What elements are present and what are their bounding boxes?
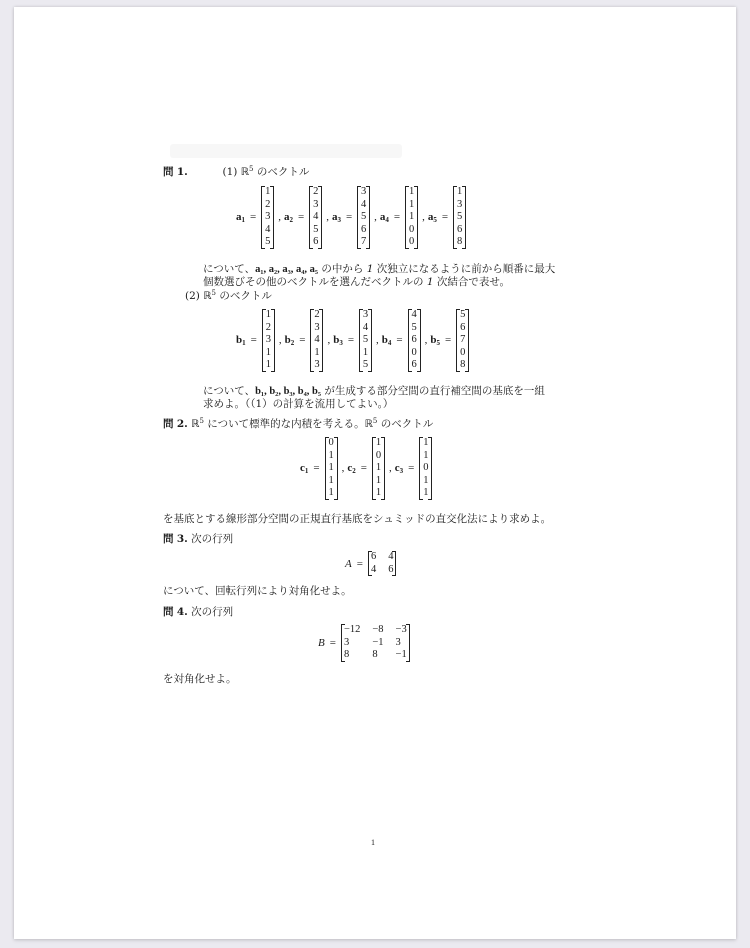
column-vector-b3 bbox=[359, 309, 372, 372]
vector-entries bbox=[312, 186, 319, 249]
vector-name-b4: $b_4$ bbox=[381, 334, 392, 348]
vector-entries bbox=[360, 186, 367, 249]
vector-entries bbox=[362, 309, 369, 372]
vector-entry: 0 bbox=[460, 346, 466, 358]
vector-entry: 1 bbox=[328, 462, 334, 474]
vector-entry: 0 bbox=[328, 437, 334, 448]
text-fragment: 1 bbox=[426, 276, 434, 288]
vector-subscript: 4 bbox=[385, 216, 389, 225]
comma: , bbox=[278, 211, 281, 224]
q4-heading bbox=[163, 606, 233, 619]
vector-subscript: 3 bbox=[337, 216, 341, 225]
vector-entry: 6 bbox=[460, 321, 466, 333]
r5-superscript: 5 bbox=[199, 417, 204, 425]
vector-name-a2: $a_2$ bbox=[283, 211, 293, 225]
vector-entry: 1 bbox=[409, 186, 415, 197]
column-vector-a3 bbox=[357, 186, 370, 249]
vector-entry: 5 bbox=[265, 236, 271, 248]
matrix-entry: −1 bbox=[372, 636, 384, 648]
r5-superscript: 5 bbox=[249, 165, 254, 173]
vector-entry: 7 bbox=[460, 334, 466, 346]
vector-entry: 2 bbox=[265, 321, 271, 333]
vector-subscript: 2 bbox=[289, 216, 293, 225]
vector-entry: 1 bbox=[423, 487, 429, 499]
vector-name-b5: $b_5$ bbox=[430, 334, 440, 348]
matrix-entry: −12 bbox=[343, 624, 361, 635]
vector-entries bbox=[264, 186, 271, 249]
vector-entry: 1 bbox=[456, 186, 463, 197]
matrix-entry: 4 bbox=[388, 551, 394, 562]
q2-heading bbox=[163, 418, 433, 431]
q3-number: 3. bbox=[176, 533, 188, 545]
vector-name-a1: $a_1$ bbox=[236, 211, 245, 225]
q1-part1-text-line2 bbox=[203, 276, 510, 289]
matrix-entry: 8 bbox=[372, 649, 378, 660]
vector-entry: 6 bbox=[411, 359, 417, 371]
q1-part2-text-line1 bbox=[203, 385, 545, 398]
vector-entry: 3 bbox=[362, 309, 369, 320]
comma: , bbox=[374, 211, 377, 224]
text-fragment: が生成する部分空間の直行補空間の基底を一組 bbox=[321, 385, 545, 397]
vector-entries bbox=[408, 186, 415, 249]
vector-entry: 3 bbox=[361, 186, 367, 197]
column-vector-a1 bbox=[261, 186, 274, 249]
q1-part1-intro: のベクトル bbox=[253, 166, 310, 178]
vector-entry: 0 bbox=[409, 236, 415, 248]
r5-symbol: ℝ bbox=[191, 418, 200, 430]
vector-entry: 2 bbox=[313, 186, 319, 197]
vector-entry: 6 bbox=[456, 223, 463, 235]
vector-entry: 6 bbox=[361, 223, 367, 235]
vector-name-b3: $b_3$ bbox=[333, 334, 343, 348]
vector-subscript: 2 bbox=[290, 339, 295, 348]
vectors-b-row bbox=[236, 309, 469, 372]
vector-subscript: 5 bbox=[436, 339, 440, 348]
vector-entry: 1 bbox=[423, 437, 429, 448]
text-fragment: 1 bbox=[366, 263, 374, 275]
equals-sign: = bbox=[299, 334, 306, 347]
vector-entry: 0 bbox=[411, 346, 417, 358]
equals-sign: = bbox=[408, 462, 415, 475]
vector-entry: 6 bbox=[411, 334, 417, 346]
equals-sign: = bbox=[396, 334, 403, 347]
vector-entry: 6 bbox=[313, 236, 319, 248]
vector-entry: 5 bbox=[313, 223, 319, 235]
vector-entry: 3 bbox=[456, 198, 463, 210]
vectors-a-row bbox=[236, 186, 466, 249]
matrix-entry: 8 bbox=[343, 649, 350, 660]
vector-subscript: 1 bbox=[304, 467, 309, 476]
vector-entry: 3 bbox=[265, 334, 271, 346]
vector-entries bbox=[328, 437, 335, 500]
vector-list-b: b₁, b₂, b₃, b₄, b₅ bbox=[255, 386, 322, 397]
comma: , bbox=[326, 211, 329, 224]
q1-label: 問 bbox=[163, 166, 174, 178]
equals-sign: = bbox=[445, 334, 452, 347]
vector-name-a4: $a_4$ bbox=[379, 211, 389, 225]
vector-entry: 2 bbox=[265, 198, 271, 210]
q4-number: 4. bbox=[176, 606, 188, 618]
vector-entry: 0 bbox=[409, 223, 415, 235]
equals-sign: = bbox=[345, 211, 353, 224]
matrix-name-B: B bbox=[318, 636, 325, 649]
matrix-B bbox=[341, 624, 410, 662]
matrix-b-equation bbox=[318, 624, 410, 662]
text-fragment: について、 bbox=[203, 263, 256, 275]
q4-label: 問 bbox=[163, 606, 174, 618]
comma: , bbox=[422, 211, 425, 224]
vector-entry: 1 bbox=[362, 346, 369, 358]
vector-entry: 1 bbox=[265, 186, 271, 197]
vector-entry: 4 bbox=[361, 198, 367, 210]
vector-entry: 2 bbox=[314, 309, 320, 320]
vector-entry: 5 bbox=[411, 321, 417, 333]
vector-entry: 1 bbox=[423, 449, 429, 461]
vector-entry: 5 bbox=[362, 359, 369, 371]
comma: , bbox=[341, 462, 345, 475]
comma: , bbox=[278, 334, 282, 347]
vector-entry: 3 bbox=[314, 321, 320, 333]
q1-number: 1. bbox=[176, 166, 188, 178]
column-vector-b4 bbox=[408, 309, 421, 372]
vector-entry: 1 bbox=[328, 487, 334, 499]
q1-part2-intro: のベクトル bbox=[216, 290, 272, 302]
text-fragment: 次結合で表せ。 bbox=[433, 276, 511, 288]
vector-subscript: 3 bbox=[339, 339, 343, 348]
vector-entries bbox=[459, 309, 466, 372]
vector-entry: 1 bbox=[328, 474, 334, 486]
vector-subscript: 4 bbox=[387, 339, 392, 348]
vector-entry: 1 bbox=[375, 474, 382, 486]
matrix-entry: 6 bbox=[370, 551, 377, 562]
text-fragment: 個数選びその他のベクトルを選んだベクトルの bbox=[203, 276, 427, 288]
q1-part2-text-line2: 求めよ。（（1）の計算を流用してよい。） bbox=[203, 398, 394, 410]
vector-entry: 4 bbox=[313, 211, 319, 223]
q2-text: を基底とする線形部分空間の正規直行基底をシュミッドの直交化法により求めよ。 bbox=[163, 513, 552, 525]
matrix-a-equation bbox=[345, 551, 396, 576]
equals-sign: = bbox=[356, 557, 363, 570]
vector-entry: 3 bbox=[265, 211, 271, 223]
matrix-entry: −1 bbox=[395, 649, 407, 660]
column-vector-c2 bbox=[372, 437, 385, 500]
vectors-c-row bbox=[300, 437, 432, 500]
vector-entry: 4 bbox=[265, 223, 271, 235]
vector-entry: 0 bbox=[423, 462, 429, 474]
q1-heading bbox=[163, 166, 309, 179]
q2-label: 問 bbox=[163, 418, 174, 430]
comma: , bbox=[388, 462, 392, 475]
vector-name-c3: $c_3$ bbox=[394, 462, 404, 476]
equals-sign: = bbox=[347, 334, 355, 347]
vector-name-c2: $c_2$ bbox=[347, 462, 356, 476]
vector-name-c1: $c_1$ bbox=[300, 462, 309, 476]
column-vector-c3 bbox=[419, 437, 432, 500]
matrix-entry: −8 bbox=[372, 624, 384, 635]
vector-entry: 3 bbox=[314, 359, 320, 371]
vector-entries bbox=[313, 309, 320, 372]
equals-sign: = bbox=[313, 462, 320, 475]
column-vector-b2 bbox=[310, 309, 323, 372]
vector-entries bbox=[265, 309, 272, 372]
r5-superscript: 5 bbox=[211, 289, 217, 297]
matrix-entry: −3 bbox=[395, 624, 407, 635]
vector-entry: 1 bbox=[328, 449, 334, 461]
vector-subscript: 2 bbox=[352, 467, 356, 476]
equals-sign: = bbox=[360, 462, 367, 475]
matrix-entry: 3 bbox=[395, 636, 401, 648]
vector-entry: 5 bbox=[456, 211, 463, 223]
vector-entry: 1 bbox=[265, 309, 271, 320]
text-fragment: の中から bbox=[318, 263, 367, 275]
vector-entry: 4 bbox=[314, 334, 320, 346]
equals-sign: = bbox=[250, 334, 257, 347]
q1-part2-heading bbox=[185, 290, 272, 303]
vector-entry: 5 bbox=[460, 309, 466, 320]
q4-intro: 次の行列 bbox=[191, 606, 234, 618]
vector-subscript: 1 bbox=[241, 216, 245, 225]
column-vector-b5 bbox=[456, 309, 469, 372]
vector-entries bbox=[375, 437, 382, 500]
column-vector-a5 bbox=[453, 186, 466, 249]
vector-entry: 1 bbox=[375, 487, 382, 499]
equals-sign: = bbox=[329, 636, 336, 649]
text-fragment: について標準的な内積を考える。 bbox=[203, 418, 365, 430]
vector-entries bbox=[422, 437, 429, 500]
comma: , bbox=[376, 334, 379, 347]
vector-name-b2: $b_2$ bbox=[284, 334, 295, 348]
text-fragment: 次独立になるように前から順番に最大 bbox=[373, 263, 556, 275]
vector-entry: 1 bbox=[423, 474, 429, 486]
text-fragment: のベクトル bbox=[377, 418, 434, 430]
q1-part1-text-line1 bbox=[203, 263, 555, 276]
vector-subscript: 1 bbox=[242, 339, 246, 348]
vector-name-a5: $a_5$ bbox=[427, 211, 437, 225]
q3-text: について、回転行列により対角化せよ。 bbox=[163, 585, 352, 597]
vector-entry: 5 bbox=[361, 211, 367, 223]
vector-entry: 8 bbox=[456, 236, 463, 248]
vector-subscript: 3 bbox=[399, 467, 404, 476]
q3-heading bbox=[163, 533, 233, 546]
vector-entry: 1 bbox=[265, 359, 271, 371]
vector-entry: 3 bbox=[313, 198, 319, 210]
q4-text: を対角化せよ。 bbox=[163, 673, 237, 685]
equals-sign: = bbox=[250, 211, 257, 224]
text-fragment: について、 bbox=[203, 385, 256, 397]
equals-sign: = bbox=[297, 211, 305, 224]
r5-symbol: ℝ bbox=[364, 418, 373, 430]
vector-name-b1: $b_1$ bbox=[236, 334, 246, 348]
column-vector-a4 bbox=[405, 186, 418, 249]
vector-entry: 0 bbox=[375, 449, 382, 461]
q2-number: 2. bbox=[176, 418, 188, 430]
equals-sign: = bbox=[441, 211, 449, 224]
redacted-header bbox=[170, 144, 402, 158]
matrix-entries bbox=[371, 551, 394, 576]
column-vector-b1 bbox=[262, 309, 275, 372]
q1-part1-label: (1) bbox=[222, 166, 238, 178]
vector-entry: 1 bbox=[314, 346, 320, 358]
column-vector-c1 bbox=[325, 437, 338, 500]
matrix-entry: 6 bbox=[388, 563, 394, 575]
matrix-entry: 4 bbox=[370, 563, 377, 575]
vector-entry: 4 bbox=[362, 321, 369, 333]
vector-subscript: 5 bbox=[433, 216, 437, 225]
matrix-name-A: A bbox=[345, 557, 352, 570]
matrix-entries bbox=[344, 624, 407, 662]
matrix-entry: 3 bbox=[343, 636, 350, 648]
page-number: 1 bbox=[371, 838, 375, 847]
r5-superscript: 5 bbox=[372, 417, 378, 425]
vector-list-a: a₁, a₂, a₃, a₄, a₅ bbox=[255, 264, 319, 275]
q1-part2-label: (2) bbox=[185, 290, 200, 302]
equals-sign: = bbox=[393, 211, 401, 224]
vector-entry: 1 bbox=[375, 437, 382, 448]
vector-name-a3: $a_3$ bbox=[331, 211, 341, 225]
vector-entry: 5 bbox=[362, 334, 369, 346]
vector-entry: 7 bbox=[361, 236, 367, 248]
vector-entry: 1 bbox=[409, 198, 415, 210]
q3-intro: 次の行列 bbox=[191, 533, 234, 545]
vector-entry: 1 bbox=[409, 211, 415, 223]
r5-symbol: ℝ bbox=[203, 290, 212, 302]
vector-entry: 4 bbox=[411, 309, 417, 320]
matrix-A bbox=[368, 551, 397, 576]
q3-label: 問 bbox=[163, 533, 174, 545]
comma: , bbox=[327, 334, 331, 347]
r5-symbol: ℝ bbox=[240, 166, 250, 178]
vector-entry: 8 bbox=[460, 359, 466, 371]
column-vector-a2 bbox=[309, 186, 322, 249]
comma: , bbox=[424, 334, 428, 347]
vector-entry: 1 bbox=[375, 462, 382, 474]
vector-entries bbox=[456, 186, 463, 249]
vector-entry: 1 bbox=[265, 346, 271, 358]
vector-entries bbox=[411, 309, 418, 372]
